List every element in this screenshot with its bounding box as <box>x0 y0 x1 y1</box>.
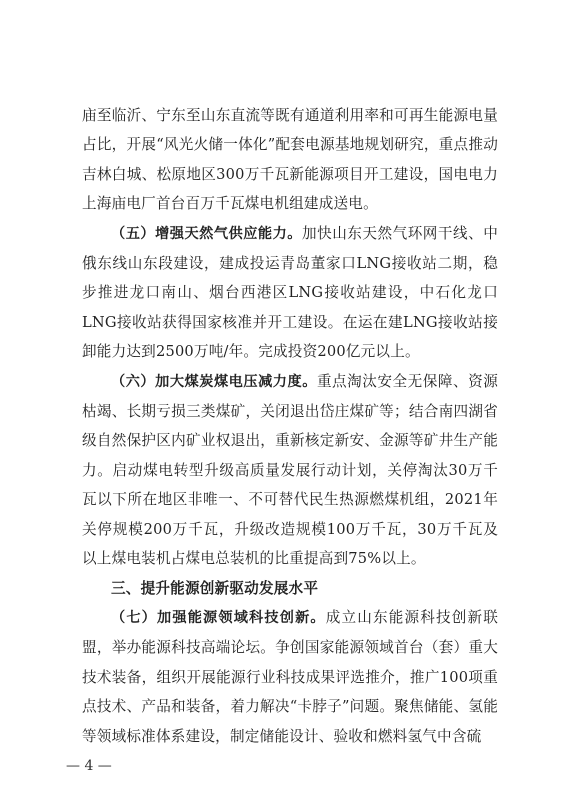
paragraph-natural-gas <box>82 219 498 367</box>
paragraph-continuation <box>82 101 498 219</box>
paragraph-text: 庙至临沂、宁东至山东直流等既有通道利用率和可再生能源电量占比，开展“风光火储一体化”配套电源基地规划研究，重点推动吉林白城、松原地区300万千瓦新能源项目开工建设，国电电力上海庙电厂首台百万千瓦煤电机组建成送电。 <box>82 107 498 213</box>
document-body <box>82 101 498 751</box>
section-heading: 三、提升能源创新驱动发展水平 <box>111 579 319 597</box>
paragraph-tech-innovation <box>82 603 498 751</box>
paragraph-heading: （七）加强能源领域科技创新。 <box>111 609 326 626</box>
paragraph-text: 加快山东天然气环网干线、中俄东线山东段建设，建成投运青岛董家口LNG接收站二期，稳步推进龙口南山、烟台西港区LNG接收站建设，中石化龙口LNG接收站获得国家核准并开工建设。在运在建LNG接收站接卸能力达到2500万吨/年。完成投资200亿元以上。 <box>82 224 498 361</box>
paragraph-heading: （六）加大煤炭煤电压减力度。 <box>111 373 317 390</box>
paragraph-coal-reduction <box>82 367 498 574</box>
paragraph-text: 重点淘汰安全无保障、资源枯竭、长期亏损三类煤矿，关闭退出岱庄煤矿等；结合南四湖省级自然保护区内矿业权退出，重新核定新安、金源等矿井生产能力。启动煤电转型升级高质量发展行动计划，关停淘汰30万千瓦以下所在地区非唯一、不可替代民生热源燃煤机组，2021年关停规模200万千瓦，升级改造规模100万千瓦，30万千瓦及以上煤电装机占煤电总装机的比重提高到75%以上。 <box>82 372 498 568</box>
paragraph-heading: （五）增强天然气供应能力。 <box>111 225 303 242</box>
paragraph-text: 成立山东能源科技创新联盟，举办能源科技高端论坛。争创国家能源领域首台（套）重大技术装备，组织开展能源行业科技成果评选推介，推广100项重点技术、产品和装备，着力解决“卡脖子”问题。聚焦储能、氢能等领域标准体系建设，制定储能设计、验收和燃料氢气中含硫 <box>82 608 498 745</box>
page-number: — 4 — <box>66 758 112 774</box>
